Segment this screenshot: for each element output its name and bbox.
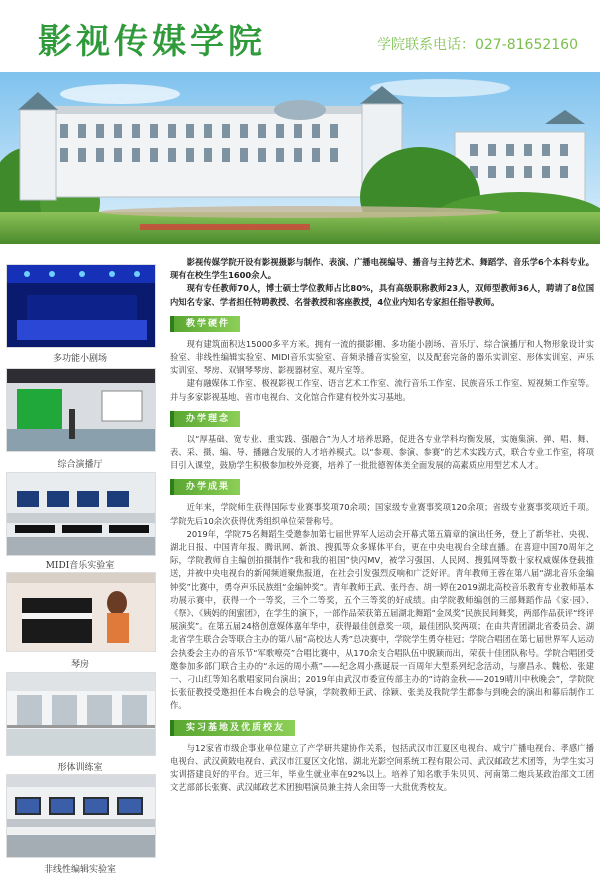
section-heading: 办学成果: [170, 479, 240, 495]
intro-paragraph: 现有专任教师70人，博士硕士学位教师占比80%，具有高级职称教师23人，双师型教师36人，聘请了8位国内知名专家、学者担任特聘教授、名誉教授和客座教授，4位业内知名专家担任指导教师。: [170, 283, 594, 307]
piano-room-photo: [6, 572, 156, 652]
section-heading: 实习基地及优质校友: [170, 720, 295, 736]
intro-paragraph: 影视传媒学院开设有影视摄影与制作、表演、广播电视编导、播音与主持艺术、舞蹈学、音乐学6个本科专业。现有在校生学生1600余人。: [170, 257, 594, 281]
theater-photo: [6, 264, 156, 348]
dance-room-photo: [6, 672, 156, 756]
photo-caption: 琴房: [70, 660, 89, 670]
photo-caption: 非线性编辑实验室: [43, 865, 116, 875]
photo-caption: MIDI音乐实验室: [45, 561, 115, 571]
content-column: [170, 256, 594, 795]
contact-phone: 学院联系电话：027-81652160: [376, 37, 578, 53]
editing-lab-photo: [6, 774, 156, 858]
section-paragraph: 以“厚基础、宽专业、重实践、强融合”为人才培养思路，促进各专业学科均衡发展，实施集演、弹、唱、舞、表、采、摄、编、导、播融合发展的人才培养模式。以“参观、参演、参赛”的艺术实践方式，联合专业工作室，将项目引入课堂，鼓励学生积极参加校外竞赛，培养了一批批德智体美全面发展的高素质应用型艺术人才。: [170, 433, 594, 471]
page-title: 影视传媒学院: [38, 22, 266, 62]
studio-photo: [6, 368, 156, 452]
section-heading: 办学理念: [170, 411, 240, 427]
section-paragraph: 现有建筑面积达15000多平方米。拥有一流的摄影棚、多功能小剧场、音乐厅、综合演播厅和人物形象设计实验室、非线性编辑实验室、MIDI音乐实验室、音频录播音实验室，以及配套完备的器乐实训室、形体实训室、声乐实训室、琴房、双钢琴琴房、影视器材室、观片室等。: [170, 338, 594, 376]
section-paragraph: 与12家省市级企事业单位建立了产学研共建协作关系，包括武汉市江夏区电视台、咸宁广播电视台、孝感广播电视台、武汉黄陂电视台、武汉市江夏区文化馆、湖北光影空间系统工程有限公司、武汉邮政艺术团等，为学生实习实训搭建良好的平台。近三年，毕业生就业率在92%以上。培养了知名歌手朱贝贝、河南第二炮兵某政治部文工团文艺部部长张赛、武汉邮政艺术团独唱演员兼主持人余田等一大批优秀校友。: [170, 742, 594, 793]
section-paragraph: 2019年，学院75名舞蹈生受邀参加第七届世界军人运动会开幕式第五篇章的演出任务，登上了新华社、央视、湖北日报、中国青年报、腾讯网、新浪、搜狐等众多媒体平台，更在中央电视台全球直播。在喜迎中国70周年之际，学院教师自主编创拍摄制作“我和我的祖国”快闪MV，被学习强国、人民网、搜狐网等数十家权威媒体登载推送，并被中央电视台的新闻频道聚焦报道，在社会引发强烈反响和广泛好评。青年教师王蓉在第八届“湖北音乐金编钟奖”比赛中，勇夺声乐民族组“金编钟奖”。青年教师王武、张丹杏、胡一婷在2019湖北高校音乐教育专业教师基本功展示赛中，获得一个一等奖，三个二等奖，五个三等奖的好成绩。由学院教师编创的三部舞蹈作品《家·园》、《祭》、《姨妈的闺蜜团》，在学生的演下，一部作品荣获第五届湖北舞蹈“金凤奖”民族民间舞奖，两部作品获评“终评展演奖”。在第五届24格创意媒体嘉年华中，获得最佳创意奖一项，最佳团队奖两项；在由共青团湖北省委员会、湖北省学生联合会等联合主办的第八届“高校达人秀”总决赛中，学院学生勇夺桂冠；学院合唱团在第七届世界军人运动会执委会主办的音乐节“军歌嘹亮”合唱比赛中，从170余支合唱队伍中脱颖而出，荣获十佳团队称号。学院合唱团受邀参加多部门联合主办的“永远的周小燕”——纪念周小燕诞辰一百周年大型系列纪念活动，与廖昌永、魏松、张建一、刁山红等知名歌唱家同台演出；2019年由武汉市委宣传部主办的“诗韵金秋——2019晴川中秋晚会”，学院院长张征教授受邀担任本台晚会的总导演，学院教师王武、徐颖、张美及我院学生都参与到晚会的演出和幕后制作工作。: [170, 528, 594, 711]
campus-building-illustration: [0, 72, 600, 244]
campus-building-photo: [0, 72, 600, 244]
section-paragraph: 建有融媒体工作室、极视影视工作室、语言艺术工作室、流行音乐工作室、民族音乐工作室、短视频工作室等。并与多家影视基地、省市电视台、文化馆合作建有校外实习基地。: [170, 378, 594, 402]
section-paragraph: 近年来，学院师生获得国际专业赛事奖项70余项；国家级专业赛事奖项120余项；省级专业赛事奖项近千项。学院先后10余次获得优秀组织单位荣誉称号。: [170, 502, 594, 526]
page-header: [0, 0, 600, 72]
photo-caption: 综合演播厅: [57, 460, 103, 470]
photo-caption: 形体训练室: [57, 763, 103, 773]
midi-lab-photo: [6, 472, 156, 556]
section-heading: 教学硬件: [170, 316, 240, 332]
photo-caption: 多功能小剧场: [52, 354, 107, 364]
